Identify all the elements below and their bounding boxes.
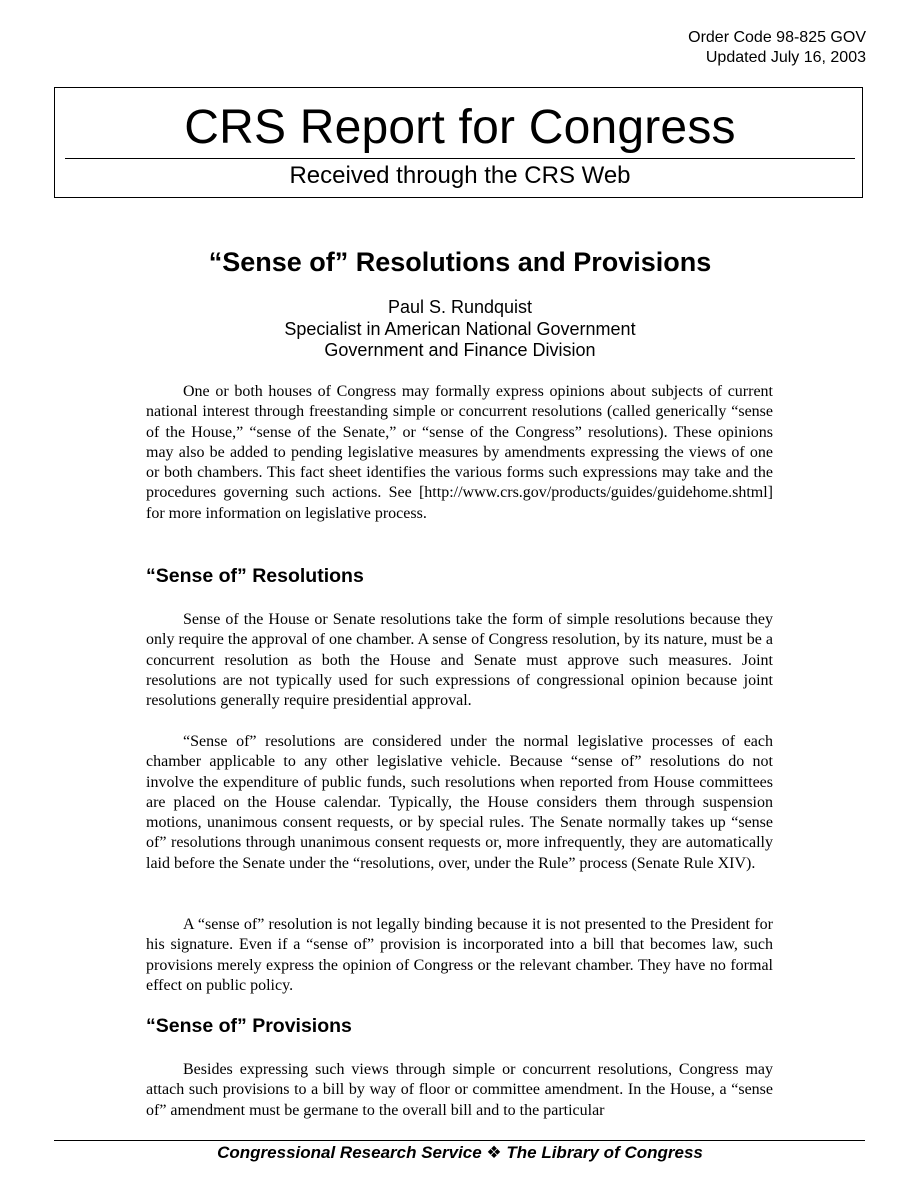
order-code-block [688,28,866,68]
report-title: CRS Report for Congress [184,101,736,154]
author-role: Specialist in American National Government [284,318,636,339]
document-title: “Sense of” Resolutions and Provisions [208,247,712,277]
report-subtitle: Received through the CRS Web [289,162,631,189]
author-name: Paul S. Rundquist [387,297,533,317]
author-block [0,297,920,362]
section-heading-resolutions: “Sense of” Resolutions [146,565,364,587]
header-divider [65,158,855,159]
body-paragraph: “Sense of” resolutions are considered under the normal legislative processes of each chamber applicable to any other legislative vehicle. Because “sense of” resolutions do not involve the expenditure of public funds, such resolutions when reported from House committees are placed on the House calendar. Typically, the House considers them through suspension motions, unanimous consent requests, or by special rules. The Senate normally takes up “sense of” resolutions through unanimous consent requests or, more infrequently, they are automatically laid before the Senate under the “resolutions, over, under the Rule” process (Senate Rule XIV). [146,733,773,872]
body-paragraph: Sense of the House or Senate resolutions take the form of simple resolutions because they only require the approval of one chamber. A sense of Congress resolution, by its nature, must be a concurrent resolution as both the House and Senate must approve such measures. Joint resolutions are not typically used for such expressions of congressional opinion because joint resolutions generally require presidential approval. [146,611,773,710]
body-paragraph: Besides expressing such views through simple or concurrent resolutions, Congress may attach such provisions to a bill by way of floor or committee amendment. In the House, a “sense of” amendment must be germane to the overall bill and to the particular [146,1061,773,1119]
footer-divider [54,1140,865,1141]
updated-date: Updated July 16, 2003 [705,49,866,66]
body-paragraph: A “sense of” resolution is not legally binding because it is not presented to the President for his signature. Even if a “sense of” provision is incorporated into a bill that becomes law, such provisions merely express the opinion of Congress or the relevant chamber. They have no formal effect on public policy. [146,916,773,994]
author-division: Government and Finance Division [324,340,596,360]
section-heading-provisions: “Sense of” Provisions [146,1015,352,1037]
order-code: Order Code 98-825 GOV [688,29,866,46]
intro-paragraph: One or both houses of Congress may formally express opinions about subjects of current national interest through freestanding simple or concurrent resolutions (called generically “sense of the House,” “sense of the Senate,” or “sense of the Congress” resolutions). These opinions may also be added to pending legislative measures by amendments expressing the views of one or both chambers. This fact sheet identifies the various forms such expressions may take and the procedures governing such actions. See [http://www.crs.gov/products/guides/guidehome.shtml] for more information on legislative process. [146,383,773,522]
footer-text: Congressional Research Service ❖ The Library of Congress [217,1143,703,1162]
